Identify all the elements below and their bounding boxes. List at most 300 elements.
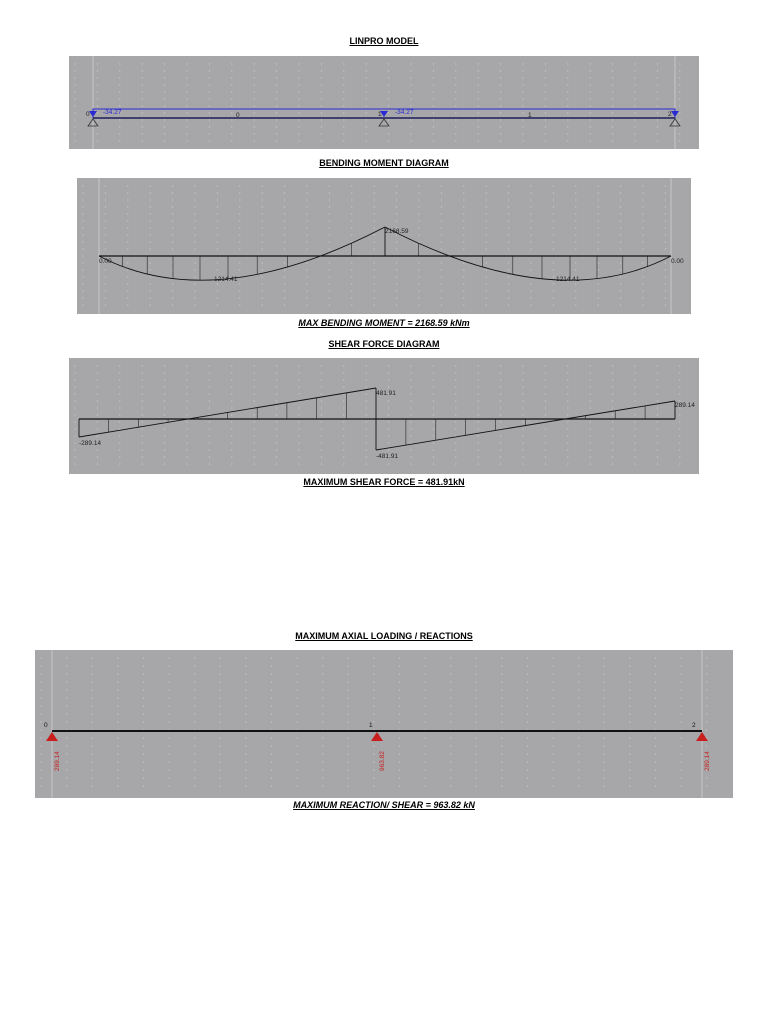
grid-dot <box>629 777 630 778</box>
grid-dot <box>254 400 255 401</box>
grid-dot <box>343 77 344 78</box>
grid-dot <box>620 234 621 235</box>
grid-dot <box>127 297 128 298</box>
grid-dot <box>194 248 195 249</box>
grid-dot <box>501 769 502 770</box>
grid-dot <box>276 407 277 408</box>
grid-dot <box>231 456 232 457</box>
grid-dot <box>612 435 613 436</box>
grid-dot <box>522 463 523 464</box>
grid-dot <box>578 713 579 714</box>
grid-dot <box>552 785 553 786</box>
grid-dot <box>590 365 591 366</box>
grid-dot <box>478 386 479 387</box>
grid-dot <box>657 456 658 457</box>
grid-dot <box>598 220 599 221</box>
grid-dot <box>296 753 297 754</box>
grid-dot <box>655 769 656 770</box>
grid-dot <box>410 119 411 120</box>
shear-mid-top-label: 481.91 <box>376 390 396 397</box>
grid-dot <box>388 140 389 141</box>
grid-dot <box>399 721 400 722</box>
grid-dot <box>590 372 591 373</box>
grid-dot <box>545 386 546 387</box>
grid-dot <box>441 227 442 228</box>
grid-dot <box>501 673 502 674</box>
grid-dot <box>217 297 218 298</box>
grid-dot <box>433 140 434 141</box>
grid-dot <box>396 185 397 186</box>
grid-dot <box>478 414 479 415</box>
grid-dot <box>105 199 106 200</box>
grid-dot <box>388 449 389 450</box>
grid-dot <box>578 681 579 682</box>
bending-moment-panel <box>77 178 691 314</box>
grid-dot <box>164 84 165 85</box>
grid-dot <box>186 84 187 85</box>
grid-dot <box>142 407 143 408</box>
grid-dot <box>82 304 83 305</box>
grid-dot <box>40 697 41 698</box>
grid-dot <box>127 227 128 228</box>
grid-dot <box>665 304 666 305</box>
grid-dot <box>168 761 169 762</box>
grid-dot <box>463 192 464 193</box>
grid-dot <box>142 428 143 429</box>
grid-dot <box>590 463 591 464</box>
grid-dot <box>410 70 411 71</box>
grid-dot <box>194 785 195 786</box>
grid-dot <box>97 91 98 92</box>
shear-force-heading: SHEAR FORCE DIAGRAM <box>328 339 440 349</box>
grid-dot <box>527 737 528 738</box>
grid-dot <box>634 105 635 106</box>
grid-dot <box>245 689 246 690</box>
grid-dot <box>245 673 246 674</box>
grid-dot <box>366 393 367 394</box>
grid-dot <box>82 220 83 221</box>
grid-dot <box>150 213 151 214</box>
grid-dot <box>306 262 307 263</box>
grid-dot <box>231 386 232 387</box>
grid-dot <box>657 428 658 429</box>
grid-dot <box>143 721 144 722</box>
grid-dot <box>655 777 656 778</box>
grid-dot <box>634 379 635 380</box>
grid-dot <box>194 777 195 778</box>
grid-dot <box>553 199 554 200</box>
grid-dot <box>209 119 210 120</box>
grid-dot <box>478 98 479 99</box>
grid-dot <box>455 428 456 429</box>
grid-dot <box>486 227 487 228</box>
grid-dot <box>164 140 165 141</box>
grid-dot <box>706 681 707 682</box>
grid-dot <box>220 665 221 666</box>
grid-dot <box>97 98 98 99</box>
grid-dot <box>245 681 246 682</box>
grid-dot <box>172 297 173 298</box>
grid-dot <box>321 428 322 429</box>
grid-dot <box>567 77 568 78</box>
grid-dot <box>74 428 75 429</box>
grid-dot <box>418 304 419 305</box>
grid-dot <box>172 290 173 291</box>
grid-dot <box>348 753 349 754</box>
grid-dot <box>231 63 232 64</box>
grid-dot <box>306 276 307 277</box>
load-arrow-icon <box>671 111 679 117</box>
grid-dot <box>657 84 658 85</box>
grid-dot <box>679 91 680 92</box>
grid-dot <box>306 199 307 200</box>
grid-dot <box>578 673 579 674</box>
grid-dot <box>706 777 707 778</box>
grid-dot <box>127 283 128 284</box>
grid-dot <box>231 105 232 106</box>
grid-dot <box>296 713 297 714</box>
grid-dot <box>604 673 605 674</box>
grid-dot <box>343 442 344 443</box>
grid-dot <box>168 689 169 690</box>
grid-dot <box>410 400 411 401</box>
grid-dot <box>478 379 479 380</box>
grid-dot <box>276 70 277 71</box>
grid-dot <box>351 192 352 193</box>
grid-dot <box>209 386 210 387</box>
grid-dot <box>143 673 144 674</box>
grid-dot <box>567 393 568 394</box>
grid-dot <box>284 199 285 200</box>
grid-dot <box>657 386 658 387</box>
grid-dot <box>410 442 411 443</box>
grid-dot <box>343 112 344 113</box>
grid-dot <box>486 304 487 305</box>
grid-dot <box>463 227 464 228</box>
grid-dot <box>545 456 546 457</box>
grid-dot <box>119 140 120 141</box>
grid-dot <box>40 777 41 778</box>
grid-dot <box>271 777 272 778</box>
grid-dot <box>306 206 307 207</box>
grid-dot <box>374 241 375 242</box>
grid-dot <box>284 192 285 193</box>
grid-dot <box>478 84 479 85</box>
grid-dot <box>150 234 151 235</box>
grid-dot <box>82 241 83 242</box>
grid-dot <box>396 206 397 207</box>
grid-dot <box>262 192 263 193</box>
grid-dot <box>220 713 221 714</box>
grid-dot <box>657 112 658 113</box>
grid-dot <box>40 761 41 762</box>
grid-dot <box>220 689 221 690</box>
grid-dot <box>374 206 375 207</box>
grid-dot <box>478 70 479 71</box>
grid-dot <box>284 283 285 284</box>
grid-dot <box>186 428 187 429</box>
support-triangle-icon <box>379 119 389 126</box>
grid-dot <box>598 192 599 193</box>
grid-dot <box>679 105 680 106</box>
grid-dot <box>186 379 187 380</box>
grid-dot <box>388 463 389 464</box>
grid-dot <box>66 697 67 698</box>
grid-dot <box>567 365 568 366</box>
grid-dot <box>486 290 487 291</box>
grid-dot <box>366 133 367 134</box>
grid-dot <box>500 63 501 64</box>
grid-dot <box>399 697 400 698</box>
grid-dot <box>478 435 479 436</box>
grid-dot <box>553 297 554 298</box>
grid-dot <box>348 785 349 786</box>
grid-dot <box>620 213 621 214</box>
grid-dot <box>97 400 98 401</box>
grid-dot <box>567 421 568 422</box>
grid-dot <box>142 435 143 436</box>
grid-dot <box>374 304 375 305</box>
grid-dot <box>74 365 75 366</box>
grid-dot <box>486 213 487 214</box>
grid-dot <box>92 673 93 674</box>
grid-dot <box>105 220 106 221</box>
grid-dot <box>399 713 400 714</box>
grid-dot <box>142 379 143 380</box>
grid-dot <box>410 428 411 429</box>
grid-dot <box>598 262 599 263</box>
grid-dot <box>634 91 635 92</box>
grid-dot <box>530 297 531 298</box>
grid-dot <box>127 185 128 186</box>
grid-dot <box>478 112 479 113</box>
linpro-model-panel <box>69 56 699 149</box>
grid-dot <box>455 70 456 71</box>
grid-dot <box>97 70 98 71</box>
grid-dot <box>348 777 349 778</box>
grid-dot <box>553 262 554 263</box>
grid-dot <box>629 737 630 738</box>
grid-dot <box>530 192 531 193</box>
grid-dot <box>231 442 232 443</box>
grid-dot <box>410 98 411 99</box>
grid-dot <box>194 657 195 658</box>
grid-dot <box>680 697 681 698</box>
grid-dot <box>620 206 621 207</box>
grid-dot <box>450 777 451 778</box>
grid-dot <box>657 414 658 415</box>
grid-dot <box>476 745 477 746</box>
grid-dot <box>522 449 523 450</box>
grid-dot <box>343 428 344 429</box>
grid-dot <box>522 428 523 429</box>
grid-dot <box>322 657 323 658</box>
grid-dot <box>298 70 299 71</box>
grid-dot <box>194 737 195 738</box>
grid-dot <box>117 657 118 658</box>
grid-dot <box>530 213 531 214</box>
grid-dot <box>478 119 479 120</box>
grid-dot <box>450 673 451 674</box>
grid-dot <box>655 785 656 786</box>
grid-dot <box>105 283 106 284</box>
grid-dot <box>373 657 374 658</box>
grid-dot <box>296 689 297 690</box>
grid-dot <box>66 769 67 770</box>
grid-dot <box>329 276 330 277</box>
grid-dot <box>642 185 643 186</box>
grid-dot <box>575 199 576 200</box>
grid-dot <box>321 119 322 120</box>
grid-dot <box>194 769 195 770</box>
grid-dot <box>343 98 344 99</box>
grid-dot <box>74 133 75 134</box>
grid-dot <box>343 105 344 106</box>
grid-dot <box>296 785 297 786</box>
grid-dot <box>284 206 285 207</box>
grid-dot <box>396 241 397 242</box>
grid-dot <box>501 705 502 706</box>
grid-dot <box>142 112 143 113</box>
grid-dot <box>598 206 599 207</box>
grid-dot <box>186 435 187 436</box>
grid-dot <box>231 393 232 394</box>
grid-dot <box>366 379 367 380</box>
grid-dot <box>209 77 210 78</box>
grid-dot <box>410 421 411 422</box>
grid-dot <box>164 98 165 99</box>
grid-dot <box>612 119 613 120</box>
moment-curve-span1 <box>99 227 385 280</box>
grid-dot <box>455 414 456 415</box>
grid-dot <box>209 140 210 141</box>
grid-dot <box>604 697 605 698</box>
grid-dot <box>322 753 323 754</box>
grid-dot <box>127 262 128 263</box>
grid-dot <box>478 442 479 443</box>
moment-end-right-label: 0.00 <box>671 258 684 265</box>
grid-dot <box>590 84 591 85</box>
grid-dot <box>578 665 579 666</box>
grid-dot <box>82 199 83 200</box>
grid-dot <box>231 112 232 113</box>
grid-dot <box>578 697 579 698</box>
grid-dot <box>168 777 169 778</box>
grid-dot <box>322 785 323 786</box>
grid-dot <box>418 234 419 235</box>
grid-dot <box>194 269 195 270</box>
grid-dot <box>657 421 658 422</box>
grid-dot <box>455 456 456 457</box>
element-label-1: 1 <box>528 112 532 119</box>
grid-dot <box>612 126 613 127</box>
grid-dot <box>374 283 375 284</box>
grid-dot <box>508 199 509 200</box>
grid-dot <box>553 192 554 193</box>
grid-dot <box>679 449 680 450</box>
grid-dot <box>186 400 187 401</box>
grid-dot <box>117 777 118 778</box>
grid-dot <box>119 63 120 64</box>
grid-dot <box>254 442 255 443</box>
grid-dot <box>501 689 502 690</box>
grid-dot <box>500 379 501 380</box>
grid-dot <box>590 119 591 120</box>
grid-dot <box>276 449 277 450</box>
grid-dot <box>194 673 195 674</box>
grid-dot <box>486 241 487 242</box>
grid-dot <box>276 63 277 64</box>
grid-dot <box>410 77 411 78</box>
grid-dot <box>655 681 656 682</box>
grid-dot <box>410 456 411 457</box>
grid-dot <box>545 91 546 92</box>
grid-dot <box>254 119 255 120</box>
grid-dot <box>604 769 605 770</box>
grid-dot <box>245 713 246 714</box>
grid-dot <box>478 91 479 92</box>
grid-dot <box>530 304 531 305</box>
grid-dot <box>194 761 195 762</box>
grid-dot <box>351 290 352 291</box>
grid-dot <box>567 84 568 85</box>
grid-dot <box>612 463 613 464</box>
grid-dot <box>119 77 120 78</box>
grid-dot <box>150 199 151 200</box>
grid-dot <box>501 657 502 658</box>
grid-dot <box>276 84 277 85</box>
grid-dot <box>186 365 187 366</box>
grid-dot <box>254 77 255 78</box>
grid-dot <box>680 753 681 754</box>
grid-dot <box>168 713 169 714</box>
grid-dot <box>142 98 143 99</box>
grid-dot <box>262 262 263 263</box>
grid-dot <box>168 665 169 666</box>
grid-dot <box>418 227 419 228</box>
grid-dot <box>186 119 187 120</box>
grid-dot <box>598 304 599 305</box>
grid-dot <box>655 737 656 738</box>
grid-dot <box>298 105 299 106</box>
grid-dot <box>706 697 707 698</box>
grid-dot <box>620 248 621 249</box>
grid-dot <box>553 290 554 291</box>
grid-dot <box>545 407 546 408</box>
grid-dot <box>680 721 681 722</box>
grid-dot <box>40 673 41 674</box>
grid-dot <box>612 372 613 373</box>
grid-dot <box>262 297 263 298</box>
grid-dot <box>194 213 195 214</box>
grid-dot <box>476 785 477 786</box>
grid-dot <box>433 435 434 436</box>
grid-dot <box>410 84 411 85</box>
grid-dot <box>433 105 434 106</box>
grid-dot <box>478 421 479 422</box>
grid-dot <box>679 70 680 71</box>
grid-dot <box>164 70 165 71</box>
grid-dot <box>655 721 656 722</box>
grid-dot <box>97 407 98 408</box>
grid-dot <box>642 213 643 214</box>
grid-dot <box>231 449 232 450</box>
grid-dot <box>522 112 523 113</box>
grid-dot <box>552 673 553 674</box>
grid-dot <box>172 234 173 235</box>
grid-dot <box>410 407 411 408</box>
grid-dot <box>396 269 397 270</box>
